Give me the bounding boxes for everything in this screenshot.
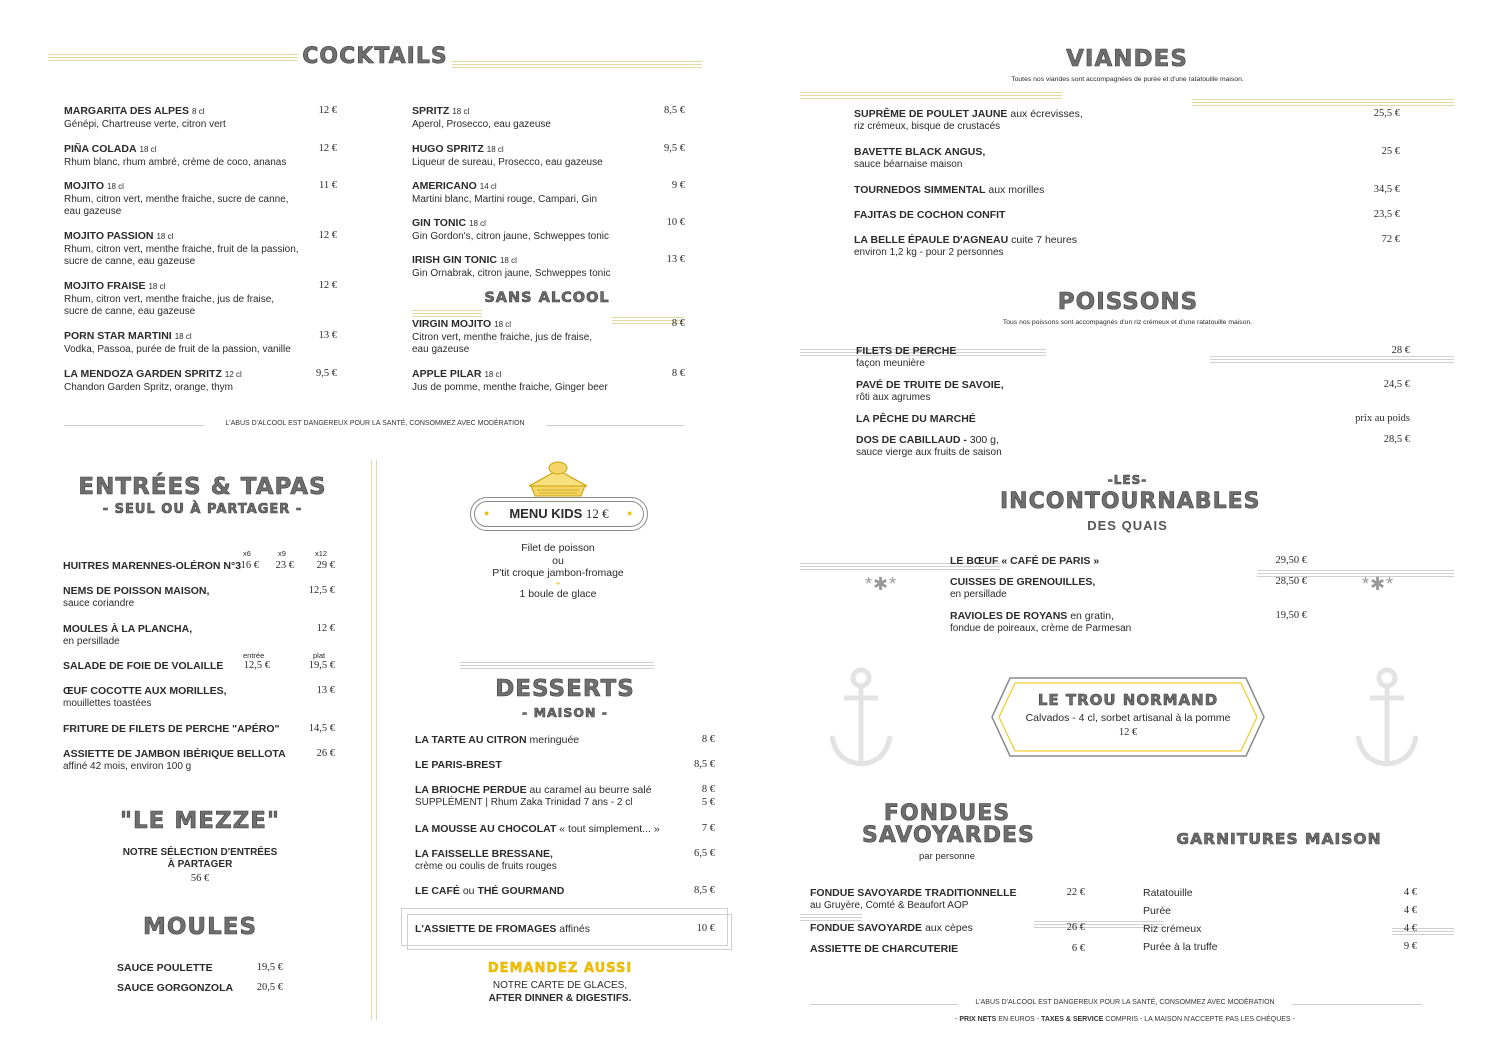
menu-item-title: ASSIETTE DE JAMBON IBÉRIQUE BELLOTA — [63, 748, 286, 760]
menu-item-name — [950, 555, 1250, 568]
footer-pricing-note — [860, 1016, 1390, 1023]
kids-line: P'tit croque jambon-fromage — [492, 567, 624, 579]
size-header-12: x12 — [315, 549, 328, 558]
menu-item-title: SUPRÊME DE POULET JAUNE — [854, 108, 1008, 120]
menu-item-description: en persillade — [63, 635, 120, 647]
menu-item-title: ŒUF COCOTTE AUX MORILLES, — [63, 685, 227, 697]
menu-item-price: 8,5 € — [694, 759, 715, 770]
menu-item-price: 12 € — [318, 280, 337, 291]
menu-item-title: TOURNEDOS SIMMENTAL — [854, 184, 986, 196]
menu-item-description: riz crémeux, bisque de crustacés — [854, 120, 1001, 132]
menu-item-name — [856, 413, 1256, 426]
menu-item-title: LE BŒUF « CAFÉ DE PARIS » — [950, 555, 1100, 567]
menu-item-title: CUISSES DE GRENOUILLES, — [950, 576, 1096, 588]
menu-item-title: LA MENDOZA GARDEN SPRITZ — [64, 368, 222, 380]
fondues-title-line1: FONDUES — [883, 801, 1011, 826]
menu-item-price: 6,5 € — [694, 848, 715, 859]
section-title-moules: MOULES — [142, 914, 258, 940]
menu-item-description: en persillade — [950, 588, 1007, 600]
mezze-price: 56 € — [190, 873, 210, 884]
incontournables-pre: -LES- — [1107, 473, 1148, 487]
menu-item-title: LA TARTE AU CITRON — [415, 734, 527, 746]
menu-item-volume: 18 cl — [174, 332, 192, 341]
size-header-9: x9 — [278, 549, 286, 558]
menu-item-description: Aperol, Prosecco, eau gazeuse — [412, 118, 551, 130]
menu-item-title: LE CAFÉ — [415, 885, 460, 897]
menu-item-title: Riz crémeux — [1143, 923, 1202, 935]
menu-item — [854, 184, 1254, 197]
menu-item-price: 26 € — [1066, 922, 1085, 933]
menu-item — [856, 379, 1256, 404]
menu-item-description: mouillettes toastées — [63, 697, 152, 709]
menu-item — [856, 434, 1256, 459]
dot-icon: ● — [627, 508, 633, 518]
menu-item-title: AMERICANO — [412, 180, 477, 192]
menu-item-price: 8 € — [671, 318, 685, 329]
menu-item-extra: aux écrevisses, — [1007, 108, 1083, 120]
fondues-title-line2: SAVOYARDES — [862, 823, 1035, 848]
menu-item-name — [856, 434, 1256, 447]
menu-kids-contents — [460, 542, 656, 600]
menu-item-description: au Gruyère, Comté & Beaufort AOP — [810, 899, 969, 911]
menu-item-description: Vodka, Passoa, purée de fruit de la passion, vanille — [64, 343, 291, 355]
menu-item-price: 12,5 € — [243, 660, 270, 671]
menu-item-price: 4 € — [1403, 905, 1417, 916]
menu-item-title: LA FAISSELLE BRESSANE, — [415, 848, 553, 860]
footer-text-bold: PRIX NETS — [959, 1016, 997, 1023]
menu-item-title: DOS DE CABILLAUD - — [856, 434, 970, 446]
menu-item-title: FILETS DE PERCHE — [856, 345, 957, 357]
menu-item-price: 72 € — [1381, 234, 1400, 245]
kids-line: Filet de poisson — [521, 542, 595, 554]
footer-text-bold: TAXES & SERVICE — [1041, 1016, 1104, 1023]
menu-item-extra: en gratin, — [1067, 610, 1114, 622]
section-title-cocktails: COCKTAILS — [302, 44, 448, 69]
menu-item-description: Martini blanc, Martini rouge, Campari, Gin — [412, 193, 598, 205]
menu-item-volume: 18 cl — [107, 182, 124, 191]
menu-item-extra: ou — [459, 885, 478, 897]
menu-item-price: 5 € — [701, 797, 715, 808]
decorative-lines — [800, 914, 862, 921]
column-divider — [376, 460, 377, 1020]
menu-item-description: eau gazeuse — [64, 206, 122, 217]
menu-item-price: 34,5 € — [1373, 184, 1400, 195]
section-title-sans-alcool: SANS ALCOOL — [484, 290, 610, 306]
menu-item-name: HUITRES MARENNES-OLÉRON N°3 — [63, 560, 242, 572]
menu-item-title: MOULES À LA PLANCHA, — [63, 623, 193, 635]
menu-item-price: 16 € — [240, 560, 259, 571]
menu-item-price: 11 € — [319, 180, 337, 191]
menu-item-title: BAVETTE BLACK ANGUS, — [854, 146, 986, 158]
menu-item-price: 19,5 € — [256, 962, 283, 973]
poissons-note: Tous nos poissons sont accompagnés d'un riz crémeux et d'une ratatouille maison. — [1002, 319, 1253, 326]
menu-item-title: LA PÊCHE DU MARCHÉ — [856, 413, 976, 425]
footer-text: - — [955, 1016, 960, 1023]
menu-item-price: 13 € — [666, 254, 685, 265]
menu-item-description: Gin Gordon's, citron jaune, Schweppes tonic — [412, 230, 610, 242]
menu-item-description: façon meunière — [856, 357, 925, 369]
menu-item-extra: aux morilles — [985, 184, 1045, 196]
footer-text: EN EUROS - — [996, 1016, 1042, 1023]
menu-item-price: 8 € — [701, 734, 715, 745]
menu-item-price: 12 € — [318, 105, 337, 116]
menu-item-title: SPRITZ — [412, 105, 450, 117]
menu-item-price: 12 € — [318, 230, 337, 241]
section-title-entrees: ENTRÉES & TAPAS — [78, 474, 327, 500]
menu-item-volume: 18 cl — [156, 232, 174, 241]
divider — [546, 425, 684, 426]
menu-item-price: 23 € — [275, 560, 294, 571]
menu-item-description: Jus de pomme, menthe fraiche, Ginger beer — [412, 381, 608, 393]
section-title-fondues — [862, 801, 1035, 848]
menu-item-volume: 18 cl — [486, 145, 504, 154]
menu-item-name — [854, 209, 1254, 222]
menu-item — [950, 576, 1250, 601]
menu-item-description: Gin Ornabrak, citron jaune, Schweppes tonic — [412, 267, 611, 279]
menu-item-description: eau gazeuse — [412, 344, 470, 355]
menu-item-price: 28,50 € — [1275, 576, 1307, 587]
menu-item-title: FONDUE SAVOYARDE TRADITIONNELLE — [810, 887, 1017, 899]
menu-item-title: PAVÉ DE TRUITE DE SAVOIE, — [856, 379, 1004, 391]
menu-item-description: Citron vert, menthe fraiche, jus de fraise, — [412, 331, 593, 343]
decorative-lines — [452, 61, 702, 68]
menu-item-price: 4 € — [1403, 923, 1417, 934]
menu-item-price: 26 € — [316, 748, 335, 759]
menu-item-name — [1143, 887, 1343, 900]
menu-item-price: 25 € — [1381, 146, 1400, 157]
menu-item-price: 12 € — [318, 143, 337, 154]
menu-item-title: FAJITAS DE COCHON CONFIT — [854, 209, 1006, 221]
menu-item-title: THÉ GOURMAND — [477, 885, 565, 897]
menu-item — [1143, 923, 1343, 936]
menu-item — [1143, 941, 1343, 954]
menu-item-description: Rhum blanc, rhum ambré, crème de coco, ananas — [64, 156, 287, 168]
section-title-garnitures: GARNITURES MAISON — [1176, 830, 1382, 848]
menu-item-price: 22 € — [1066, 887, 1085, 898]
menu-item-title: NEMS DE POISSON MAISON, — [63, 585, 210, 597]
menu-item-price: 9 € — [671, 180, 685, 191]
menu-item-price: 8 € — [671, 368, 685, 379]
ask-line: NOTRE CARTE DE GLACES, — [492, 980, 628, 991]
menu-item-price: 20,5 € — [256, 982, 283, 993]
decorative-lines — [412, 310, 482, 317]
size-header-plat: plat — [313, 651, 326, 660]
menu-item-price: 13 € — [318, 330, 337, 341]
menu-item — [856, 345, 1256, 370]
decorative-lines — [460, 662, 654, 669]
menu-item-price: 29 € — [316, 560, 335, 571]
menu-item-extra: meringuée — [526, 734, 580, 746]
dot-icon: ● — [484, 508, 490, 518]
menu-item-title: L'ASSIETTE DE FROMAGES — [415, 923, 557, 935]
menu-item-volume: 18 cl — [452, 107, 470, 116]
menu-item-volume: 18 cl — [139, 145, 157, 154]
menu-item-title: HUGO SPRITZ — [412, 143, 484, 155]
fondues-sub: par personne — [919, 851, 975, 862]
kids-line: 1 boule de glace — [519, 587, 597, 600]
menu-item-title: APPLE PILAR — [412, 368, 482, 380]
menu-item-price: 25,5 € — [1373, 108, 1400, 119]
menu-item-name: SAUCE POULETTE — [117, 962, 213, 974]
menu-item-name — [854, 234, 1254, 247]
menu-item-volume: 18 cl — [148, 282, 166, 291]
menu-item-name — [856, 379, 1256, 392]
menu-item-volume: 12 cl — [224, 370, 242, 379]
section-title-mezze: "LE MEZZE" — [119, 808, 280, 834]
menu-item-title: Purée — [1143, 905, 1172, 917]
menu-item-title: ASSIETTE DE CHARCUTERIE — [810, 943, 959, 955]
menu-item-price: 23,5 € — [1373, 209, 1400, 220]
menu-item-volume: 14 cl — [479, 182, 497, 191]
menu-item-price: 10 € — [666, 217, 685, 228]
menu-item-title: LA BRIOCHE PERDUE — [415, 784, 527, 796]
menu-item — [856, 413, 1256, 426]
menu-item-description: rôti aux agrumes — [856, 391, 931, 403]
menu-item-title: GIN TONIC — [412, 217, 467, 229]
menu-item-description: Rhum, citron vert, menthe fraiche, fruit de la passion, — [64, 243, 299, 255]
menu-item-description: fondue de poireaux, crème de Parmesan — [950, 622, 1132, 634]
menu-item-title: MOJITO PASSION — [64, 230, 154, 242]
menu-item-price: 14,5 € — [308, 723, 335, 734]
menu-item-price: 28 € — [1391, 345, 1410, 356]
menu-item-name — [854, 184, 1254, 197]
menu-item-title: PORN STAR MARTINI — [64, 330, 172, 342]
menu-item-name — [950, 610, 1250, 623]
menu-item-price: 8 € — [701, 784, 715, 795]
menu-item-extra: cuite 7 heures — [1008, 234, 1078, 246]
size-header-entree: entrée — [243, 651, 265, 660]
fromage-box — [407, 914, 732, 950]
menu-item — [854, 108, 1254, 133]
menu-item-description: sucre de canne, eau gazeuse — [64, 256, 196, 267]
menu-item-title: PIÑA COLADA — [64, 143, 137, 155]
menu-item-price: 9,5 € — [664, 143, 685, 154]
menu-item-title: VIRGIN MOJITO — [412, 318, 492, 330]
menu-item-extra: au caramel au beurre salé — [526, 784, 652, 796]
menu-item — [1143, 905, 1343, 918]
section-title-desserts: DESSERTS — [495, 676, 635, 702]
menu-item-name — [1143, 923, 1343, 936]
menu-item-name — [854, 108, 1254, 121]
section-title-viandes: VIANDES — [1066, 46, 1188, 72]
menu-item-description: sauce coriandre — [63, 597, 135, 609]
menu-item-price: 10 € — [696, 923, 715, 934]
section-title-incontournables: INCONTOURNABLES — [1000, 489, 1261, 514]
menu-item-name — [1143, 905, 1343, 918]
size-header-6: x6 — [243, 549, 251, 558]
menu-item-description: Rhum, citron vert, menthe fraiche, jus de fraise, — [64, 293, 275, 305]
menu-item-title: MOJITO FRAISE — [64, 280, 146, 292]
menu-item-price: 4 € — [1403, 887, 1417, 898]
column-divider — [371, 460, 372, 1020]
menu-item-title: Ratatouille — [1143, 887, 1193, 899]
menu-kids-title — [496, 506, 622, 522]
menu-item-price: 12 € — [316, 623, 335, 634]
menu-item-volume: 8 cl — [192, 107, 205, 116]
menu-item-title: LA BELLE ÉPAULE D'AGNEAU — [854, 234, 1009, 246]
section-title-poissons: POISSONS — [1057, 289, 1199, 315]
menu-item — [1143, 887, 1343, 900]
menu-item-title: FONDUE SAVOYARDE — [810, 922, 923, 934]
kids-plus: + — [555, 578, 561, 588]
menu-item-description: environ 1,2 kg - pour 2 personnes — [854, 246, 1004, 258]
menu-item-name — [1143, 941, 1343, 954]
ask-line: AFTER DINNER & DIGESTIFS. — [488, 992, 632, 1004]
menu-item-extra: affinés — [556, 923, 591, 935]
anchor-icon — [1352, 666, 1422, 772]
menu-item-price: 13 € — [316, 685, 335, 696]
menu-item-price: 6 € — [1071, 943, 1085, 954]
trou-normand-desc: Calvados - 4 cl, sorbet artisanal à la pomme — [1025, 712, 1231, 724]
menu-item-description: sucre de canne, eau gazeuse — [64, 306, 196, 317]
menu-item — [854, 234, 1254, 259]
footer-alcohol-warning: L'ABUS D'ALCOOL EST DANGEREUX POUR LA SANTÉ, CONSOMMEZ AVEC MODÉRATION — [975, 999, 1275, 1006]
mezze-line: NOTRE SÉLECTION D'ENTRÉES — [122, 847, 278, 858]
menu-item-price: 19,5 € — [308, 660, 335, 671]
divider — [810, 1004, 958, 1005]
menu-kids-label: MENU KIDS — [509, 506, 583, 521]
divider — [1292, 1004, 1422, 1005]
decorative-lines — [800, 92, 1062, 99]
menu-item-price: 28,5 € — [1383, 434, 1410, 445]
menu-item — [950, 555, 1250, 568]
menu-item-name: SAUCE GORGONZOLA — [117, 982, 234, 994]
asterisk-ornament-icon: *✱* — [1362, 574, 1395, 594]
menu-item-name — [950, 576, 1250, 589]
menu-item-name — [856, 345, 1256, 358]
menu-item-description: Génépi, Chartreuse verte, citron vert — [64, 118, 226, 130]
menu-item-volume: 18 cl — [469, 219, 486, 228]
menu-item-title: Purée à la truffe — [1143, 941, 1218, 953]
menu-item-price: 12,5 € — [308, 585, 335, 596]
ask-also-text — [440, 980, 680, 1005]
menu-item — [854, 146, 1254, 171]
menu-item-price: 19,50 € — [1275, 610, 1307, 621]
incontournables-post: DES QUAIS — [1087, 518, 1168, 533]
menu-item — [854, 209, 1254, 222]
menu-item-extra: « tout simplement... » — [556, 823, 660, 835]
menu-item-title: LE PARIS-BREST — [415, 759, 502, 771]
anchor-icon — [826, 666, 896, 772]
menu-item-title: MARGARITA DES ALPES — [64, 105, 190, 117]
footer-text: COMPRIS - LA MAISON N'ACCEPTE PAS LES CHÈQUES - — [1103, 1016, 1295, 1023]
menu-kids-price: 12 € — [585, 506, 609, 521]
decorative-lines — [1192, 99, 1454, 106]
menu-item-price: 9,5 € — [316, 368, 337, 379]
menu-item-price: 24,5 € — [1383, 379, 1410, 390]
divider — [64, 425, 204, 426]
alcohol-warning: L'ABUS D'ALCOOL EST DANGEREUX POUR LA SANTÉ, CONSOMMEZ AVEC MODÉRATION — [225, 420, 525, 427]
menu-item-extra: 300 g, — [969, 434, 999, 446]
mezze-line: À PARTAGER — [167, 859, 233, 870]
menu-item-description: Liqueur de sureau, Prosecco, eau gazeuse — [412, 156, 603, 168]
viandes-note: Toutes nos viandes sont accompagnées de purée et d'une ratatouille maison. — [1011, 76, 1244, 83]
menu-item-title: FRITURE DE FILETS DE PERCHE "APÉRO" — [63, 723, 280, 735]
menu-item-extra: aux cèpes — [922, 922, 973, 934]
menu-item-description: SUPPLÉMENT | Rhum Zaka Trinidad 7 ans - 2 cl — [415, 796, 633, 808]
trou-normand-price: 12 € — [1118, 727, 1138, 738]
dessert-cake-icon — [525, 456, 591, 500]
kids-line: ou — [552, 554, 564, 567]
asterisk-ornament-icon: *✱* — [865, 574, 898, 594]
menu-item-name: SALADE DE FOIE DE VOLAILLE — [63, 660, 224, 672]
menu-item-volume: 18 cl — [499, 256, 517, 265]
ask-also-title: DEMANDEZ AUSSI — [487, 961, 633, 976]
menu-item-title: LA MOUSSE AU CHOCOLAT — [415, 823, 557, 835]
menu-item-name — [854, 146, 1254, 159]
menu-item-price: 9 € — [1403, 941, 1417, 952]
section-subtitle-entrees: - SEUL OU À PARTAGER - — [102, 502, 303, 517]
menu-item-description: affiné 42 mois, environ 100 g — [63, 760, 192, 772]
decorative-lines — [48, 54, 298, 61]
menu-item-description: Chandon Garden Spritz, orange, thym — [64, 381, 233, 393]
menu-item-price: 29,50 € — [1275, 555, 1307, 566]
menu-item-volume: 18 cl — [494, 320, 512, 329]
menu-item — [950, 610, 1250, 635]
menu-item-title: IRISH GIN TONIC — [412, 254, 497, 266]
menu-item-price: 7 € — [701, 823, 715, 834]
menu-item-description: sauce vierge aux fruits de saison — [856, 446, 1002, 458]
menu-item-title: RAVIOLES DE ROYANS — [950, 610, 1068, 622]
section-subtitle-desserts: - MAISON - — [522, 705, 608, 720]
menu-item-description: crème ou coulis de fruits rouges — [415, 860, 557, 872]
menu-item-title: MOJITO — [64, 180, 105, 192]
menu-item-price: 8,5 € — [694, 885, 715, 896]
menu-item-description: sauce béarnaise maison — [854, 158, 963, 170]
menu-item-price: 8,5 € — [664, 105, 685, 116]
trou-normand-title: LE TROU NORMAND — [1037, 691, 1219, 709]
menu-item-volume: 18 cl — [484, 370, 502, 379]
menu-item-price: prix au poids — [1355, 413, 1410, 424]
menu-item-description: Rhum, citron vert, menthe fraiche, sucre de canne, — [64, 193, 289, 205]
